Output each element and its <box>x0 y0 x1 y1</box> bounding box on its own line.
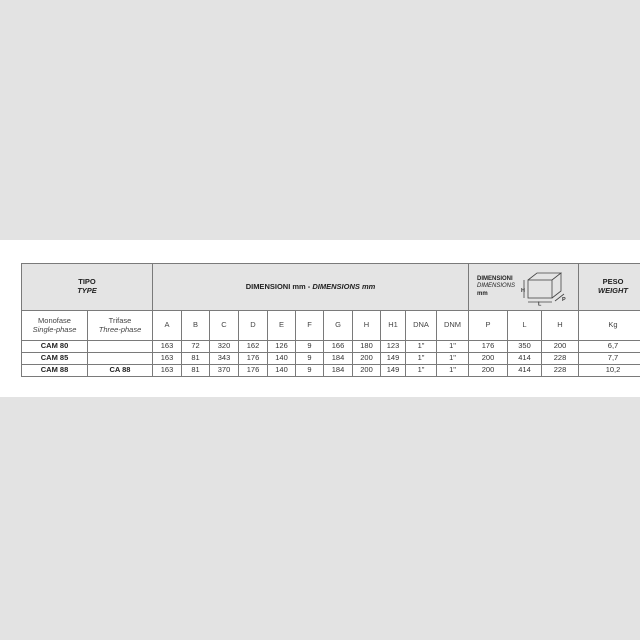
tipo-label: TIPO <box>78 277 96 287</box>
box-h-label: H <box>521 288 525 294</box>
table-cell: 1" <box>406 365 437 377</box>
table-row <box>22 365 640 377</box>
single-phase-label: Single-phase <box>32 324 77 334</box>
column-header: E <box>268 311 296 341</box>
table-cell: 123 <box>381 341 406 353</box>
table-cell: 163 <box>153 365 182 377</box>
table-cell: 7,7 <box>579 353 640 365</box>
column-header: F <box>296 311 324 341</box>
dimensions-label: DIMENSIONS mm <box>312 281 376 291</box>
model-tri-cell <box>88 353 153 365</box>
table-cell: 6,7 <box>579 341 640 353</box>
column-header: A <box>153 311 182 341</box>
table-cell: 200 <box>469 353 508 365</box>
table-cell: 176 <box>239 353 268 365</box>
table-row <box>22 353 640 365</box>
table-cell: 126 <box>268 341 296 353</box>
table-cell: 180 <box>353 341 381 353</box>
table-cell: 163 <box>153 353 182 365</box>
box-p-label: P <box>562 297 566 303</box>
table-cell: 200 <box>353 365 381 377</box>
table-cell: 176 <box>469 341 508 353</box>
trifase-label: Trifase <box>108 315 132 325</box>
table-cell: 1" <box>437 365 469 377</box>
table-cell: 414 <box>508 353 542 365</box>
table-cell: 184 <box>324 353 353 365</box>
weight-header-cell <box>579 264 640 311</box>
table-cell: 81 <box>182 365 210 377</box>
column-header: Kg <box>579 311 640 341</box>
table-cell: 10,2 <box>579 365 640 377</box>
table-row <box>22 341 640 353</box>
column-header: H1 <box>381 311 406 341</box>
table-cell: 414 <box>508 365 542 377</box>
table-cell: 228 <box>542 353 579 365</box>
weight-label: WEIGHT <box>598 286 629 295</box>
column-header: C <box>210 311 239 341</box>
monofase-label: Monofase <box>38 315 71 325</box>
table-cell: 9 <box>296 341 324 353</box>
model-tri-cell: CA 88 <box>88 365 153 377</box>
table-cell: 200 <box>542 341 579 353</box>
column-header: D <box>239 311 268 341</box>
table-cell: 163 <box>153 341 182 353</box>
box-l-label: L <box>538 301 542 306</box>
table-cell: 81 <box>182 353 210 365</box>
type-header-cell <box>22 264 153 311</box>
monofase-cell <box>22 311 88 341</box>
table-cell: 1" <box>437 353 469 365</box>
table-cell: 370 <box>210 365 239 377</box>
column-header: H <box>542 311 579 341</box>
table-header-row <box>22 264 640 311</box>
table-subheader-row <box>22 311 640 341</box>
table-cell: 149 <box>381 365 406 377</box>
table-cell: 166 <box>324 341 353 353</box>
three-phase-label: Three-phase <box>98 324 142 334</box>
box-diagram-icon <box>520 268 574 306</box>
model-tri-cell <box>88 341 153 353</box>
pack-dimensioni-label: DIMENSIONI <box>477 275 513 282</box>
table-cell: 72 <box>182 341 210 353</box>
table-cell: 200 <box>353 353 381 365</box>
table-cell: 200 <box>469 365 508 377</box>
table-cell: 9 <box>296 353 324 365</box>
column-header: P <box>469 311 508 341</box>
table-cell: 149 <box>381 353 406 365</box>
model-mono-cell: CAM 80 <box>22 341 88 353</box>
table-cell: 9 <box>296 365 324 377</box>
trifase-cell <box>88 311 153 341</box>
table-cell: 140 <box>268 365 296 377</box>
table-cell: 350 <box>508 341 542 353</box>
column-header: G <box>324 311 353 341</box>
peso-label: PESO <box>602 277 624 287</box>
column-header: L <box>508 311 542 341</box>
table-cell: 228 <box>542 365 579 377</box>
table-cell: 140 <box>268 353 296 365</box>
model-mono-cell: CAM 88 <box>22 365 88 377</box>
table-cell: 162 <box>239 341 268 353</box>
dimensions-table <box>21 263 640 377</box>
column-header: B <box>182 311 210 341</box>
table-cell: 176 <box>239 365 268 377</box>
column-header: H <box>353 311 381 341</box>
pack-dimensions-label: DIMENSIONS <box>477 283 516 290</box>
table-cell: 1" <box>406 341 437 353</box>
table-cell: 184 <box>324 365 353 377</box>
pack-mm-label: mm <box>477 290 488 297</box>
column-header: DNA <box>406 311 437 341</box>
type-label: TYPE <box>77 286 97 295</box>
packaging-header-cell <box>469 264 579 311</box>
dimensioni-label: DIMENSIONI mm - <box>245 281 313 291</box>
column-header: DNM <box>437 311 469 341</box>
dimensions-header-cell <box>153 264 469 311</box>
table-cell: 343 <box>210 353 239 365</box>
table-cell: 1" <box>437 341 469 353</box>
table-cell: 320 <box>210 341 239 353</box>
table-cell: 1" <box>406 353 437 365</box>
model-mono-cell: CAM 85 <box>22 353 88 365</box>
